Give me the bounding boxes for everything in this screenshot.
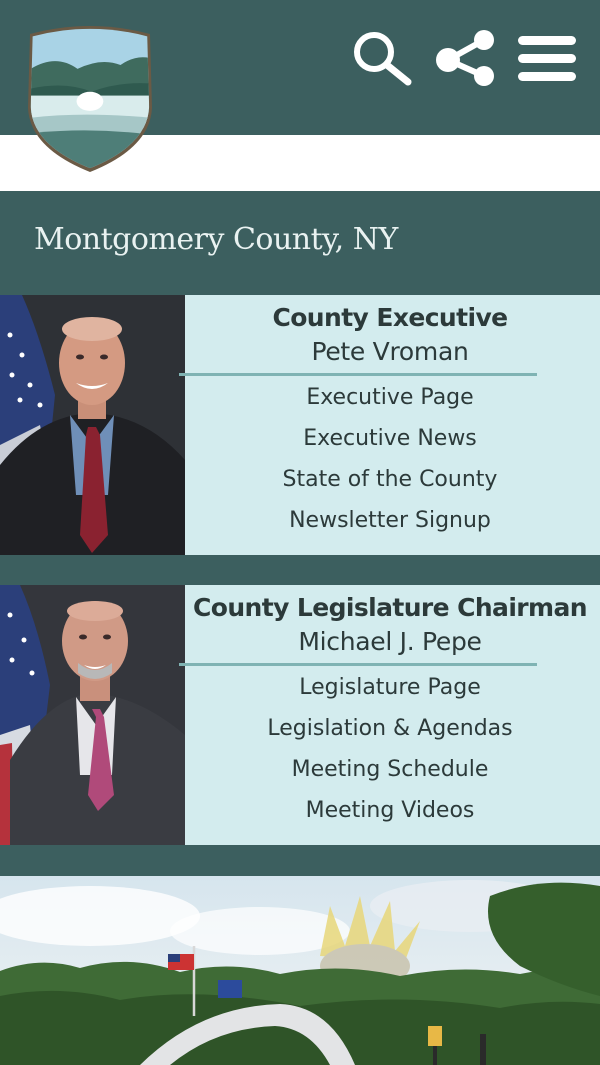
executive-portrait xyxy=(0,295,185,555)
link-meeting-videos[interactable]: Meeting Videos xyxy=(305,798,475,823)
link-legislature-page[interactable]: Legislature Page xyxy=(299,675,481,700)
share-button[interactable] xyxy=(434,28,498,88)
link-executive-page[interactable]: Executive Page xyxy=(306,385,474,410)
executive-info-panel xyxy=(185,295,600,555)
link-newsletter-signup[interactable]: Newsletter Signup xyxy=(289,508,491,533)
search-icon xyxy=(350,28,414,88)
link-state-of-the-county[interactable]: State of the County xyxy=(282,467,498,492)
legislature-info-panel xyxy=(185,585,600,845)
link-meeting-schedule[interactable]: Meeting Schedule xyxy=(291,757,489,782)
divider xyxy=(179,373,537,376)
hero-scenic-photo xyxy=(0,876,600,1065)
county-seal-logo[interactable] xyxy=(22,20,158,178)
page-title: Montgomery County, NY xyxy=(34,222,398,257)
share-icon xyxy=(434,28,498,88)
link-legislation-agendas[interactable]: Legislation & Agendas xyxy=(267,716,513,741)
official-card-executive xyxy=(0,295,600,555)
menu-button[interactable] xyxy=(516,28,580,88)
search-button[interactable] xyxy=(350,28,414,88)
link-executive-news[interactable]: Executive News xyxy=(303,426,477,451)
official-name: Pete Vroman xyxy=(311,337,469,366)
chairman-portrait xyxy=(0,585,185,845)
official-name: Michael J. Pepe xyxy=(298,627,482,656)
official-role: County Executive xyxy=(272,303,508,332)
official-role: County Legislature Chairman xyxy=(193,593,587,622)
official-card-legislature xyxy=(0,585,600,845)
hamburger-menu-icon xyxy=(516,28,580,88)
divider xyxy=(179,663,537,666)
